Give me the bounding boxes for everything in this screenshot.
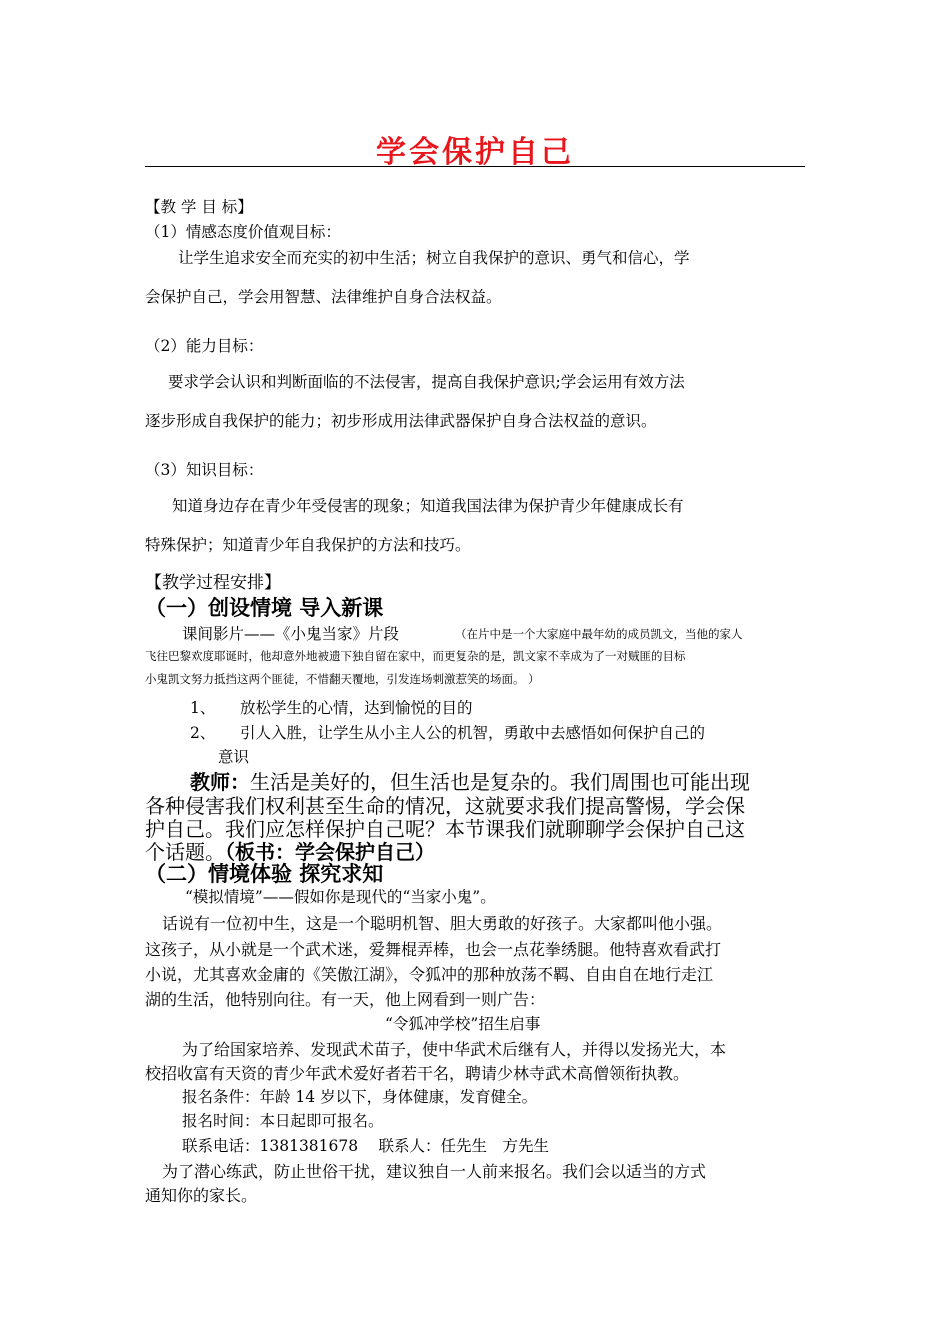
ad-title: “令狐冲学校”招生启事	[385, 1015, 541, 1033]
list-item-number: 1、	[190, 699, 216, 717]
teacher-text: 个话题。	[145, 840, 225, 864]
teacher-text: 护自己。我们应怎样保护自己呢？本节课我们就聊聊学会保护自己这	[145, 817, 745, 841]
closing-line: 为了潜心练武，防止世俗干扰，建议独自一人前来报名。我们会以适当的方式	[162, 1162, 707, 1181]
film-note-line: （在片中是一个大家庭中最年幼的成员凯文，当他的家人	[455, 627, 743, 641]
ability-goal-line: 逐步形成自我保护的能力；初步形成用法律武器保护自身合法权益的意识。	[145, 412, 657, 430]
ad-conditions: 报名条件：年龄 14 岁以下，身体健康，发育健全。	[182, 1088, 538, 1106]
story-line: 话说有一位初中生，这是一个聪明机智、胆大勇敢的好孩子。大家都叫他小强。	[162, 914, 723, 933]
list-item-text: 放松学生的心情，达到愉悦的目的	[240, 699, 473, 717]
closing-line: 通知你的家长。	[145, 1186, 258, 1205]
film-title: 课间影片——《小鬼当家》片段	[182, 625, 400, 643]
goals-heading: 【教 学 目 标】	[145, 198, 253, 216]
ad-body-line: 为了给国家培养、发现武术苗子，使中华武术后继有人，并得以发扬光大，本	[182, 1040, 727, 1059]
board-note: （板书：学会保护自己）	[225, 840, 435, 864]
film-note-line: 小鬼凯文努力抵挡这两个匪徒，不惜翻天覆地，引发连场刺激惹笑的场面。 ）	[145, 672, 540, 686]
teacher-text: 生活是美好的，但生活也是复杂的。我们周围也可能出现	[250, 770, 750, 794]
knowledge-goal-line: 知道身边存在青少年受侵害的现象；知道我国法律为保护青少年健康成长有	[172, 497, 684, 515]
ability-goal-line: 要求学会认识和判断面临的不法侵害，提高自我保护意识;学会运用有效方法	[168, 373, 685, 391]
part2-heading: （二）情境体验 探究求知	[145, 862, 384, 886]
ad-time: 报名时间：本日起即可报名。	[182, 1112, 384, 1130]
story-line: 这孩子，从小就是一个武术迷，爱舞棍弄棒，也会一点花拳绣腿。他特喜欢看武打	[145, 940, 722, 959]
story-line: 湖的生活，他特别向往。有一天，他上网看到一则广告：	[145, 990, 546, 1009]
document-title: 学会保护自己	[376, 135, 574, 170]
film-note-line: 飞往巴黎欢度耶诞时，他却意外地被遗下独自留在家中，而更复杂的是，凯文家不幸成为了一对贼匪的目标	[145, 649, 686, 663]
knowledge-goal-label: （3）知识目标：	[145, 461, 264, 479]
emotion-goal-line: 会保护自己，学会用智慧、法律维护自身合法权益。	[145, 288, 502, 306]
list-item-number: 2、	[190, 724, 216, 742]
emotion-goal-line: 让学生追求安全而充实的初中生活；树立自我保护的意识、勇气和信心，学	[178, 249, 690, 267]
ability-goal-label: （2）能力目标：	[145, 337, 264, 355]
ad-contact: 联系电话：1381381678 联系人：任先生 方先生	[182, 1137, 550, 1155]
emotion-goal-label: （1）情感态度价值观目标：	[145, 223, 341, 241]
part1-heading: （一）创设情境 导入新课	[145, 596, 384, 620]
process-heading: 【教学过程安排】	[145, 573, 281, 593]
knowledge-goal-line: 特殊保护；知道青少年自我保护的方法和技巧。	[145, 536, 471, 554]
title-rule	[145, 166, 805, 167]
teacher-label: 教师：	[190, 770, 250, 794]
list-item-continuation: 意识	[218, 748, 250, 766]
teacher-text: 各种侵害我们权利甚至生命的情况，这就要求我们提高警惕，学会保	[145, 794, 745, 818]
scenario-line: “模拟情境”——假如你是现代的“当家小鬼”。	[185, 888, 496, 906]
list-item-text: 引人入胜，让学生从小主人公的机智，勇敢中去感悟如何保护自己的	[240, 724, 706, 742]
ad-body-line: 校招收富有天资的青少年武术爱好者若干名，聘请少林寺武术高僧领衔执教。	[145, 1064, 690, 1083]
story-line: 小说，尤其喜欢金庸的《笑傲江湖》，令狐冲的那种放荡不羁、自由自在地行走江	[145, 965, 714, 984]
